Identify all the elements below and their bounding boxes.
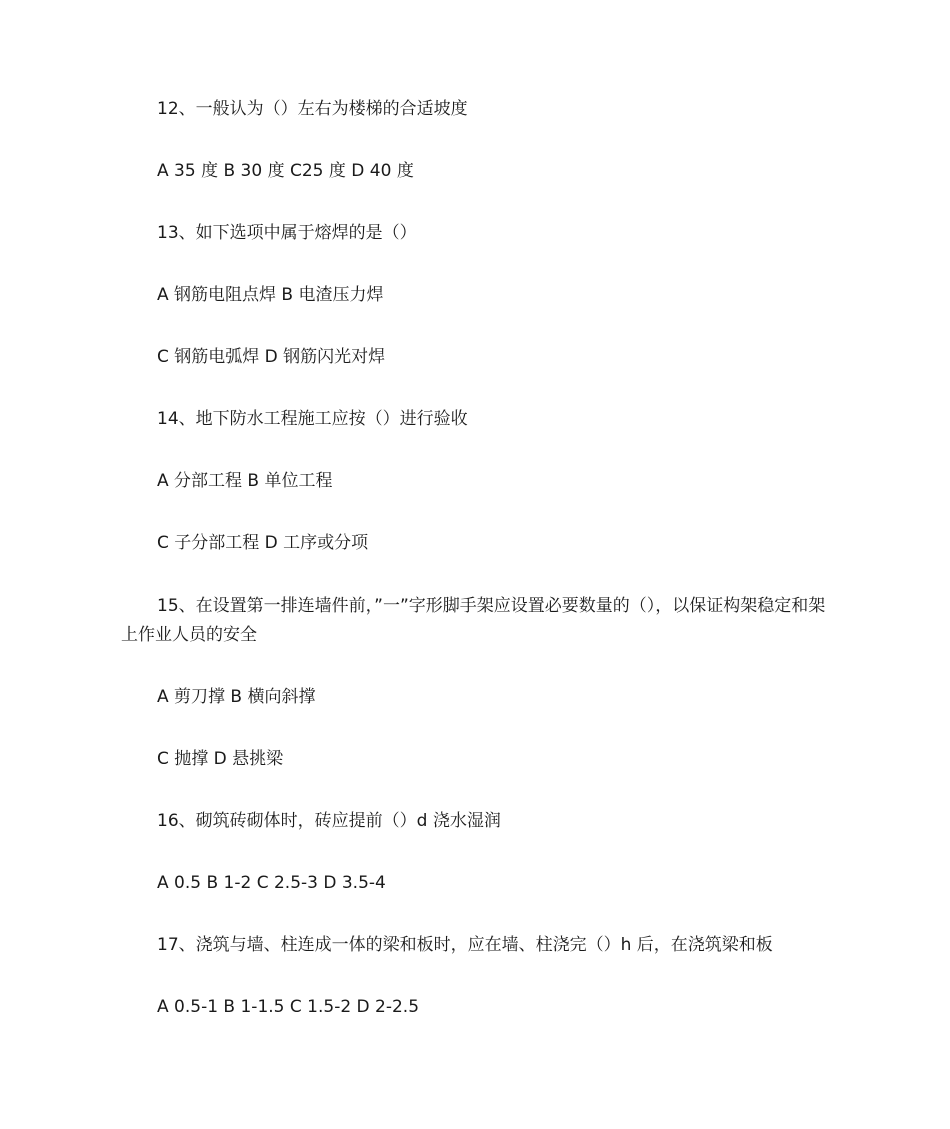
options-14-ab: A 分部工程 B 单位工程: [157, 471, 333, 491]
options-15-cd: C 抛撑 D 悬挑梁: [157, 749, 284, 769]
options-17: A 0.5-1 B 1-1.5 C 1.5-2 D 2-2.5: [157, 997, 420, 1017]
options-16: A 0.5 B 1-2 C 2.5-3 D 3.5-4: [157, 873, 386, 893]
question-12: 12、一般认为（）左右为楼梯的合适坡度: [157, 99, 468, 119]
options-14-cd: C 子分部工程 D 工序或分项: [157, 533, 369, 553]
options-13-cd: C 钢筋电弧焊 D 钢筋闪光对焊: [157, 347, 386, 367]
options-13-ab: A 钢筋电阻点焊 B 电渣压力焊: [157, 285, 384, 305]
question-16: 16、砌筑砖砌体时，砖应提前（）d 浇水湿润: [157, 811, 501, 831]
options-15-ab: A 剪刀撑 B 横向斜撑: [157, 687, 316, 707]
options-12: A 35 度 B 30 度 C25 度 D 40 度: [157, 161, 414, 181]
question-15: 15、在设置第一排连墙件前，”一”字形脚手架应设置必要数量的（），以保证构架稳定和架上作业人员的安全: [121, 596, 826, 645]
question-13: 13、如下选项中属于熔焊的是（）: [157, 223, 417, 243]
question-14: 14、地下防水工程施工应按（）进行验收: [157, 409, 468, 429]
question-17: 17、浇筑与墙、柱连成一体的梁和板时，应在墙、柱浇完（）h 后，在浇筑梁和板: [157, 935, 773, 955]
